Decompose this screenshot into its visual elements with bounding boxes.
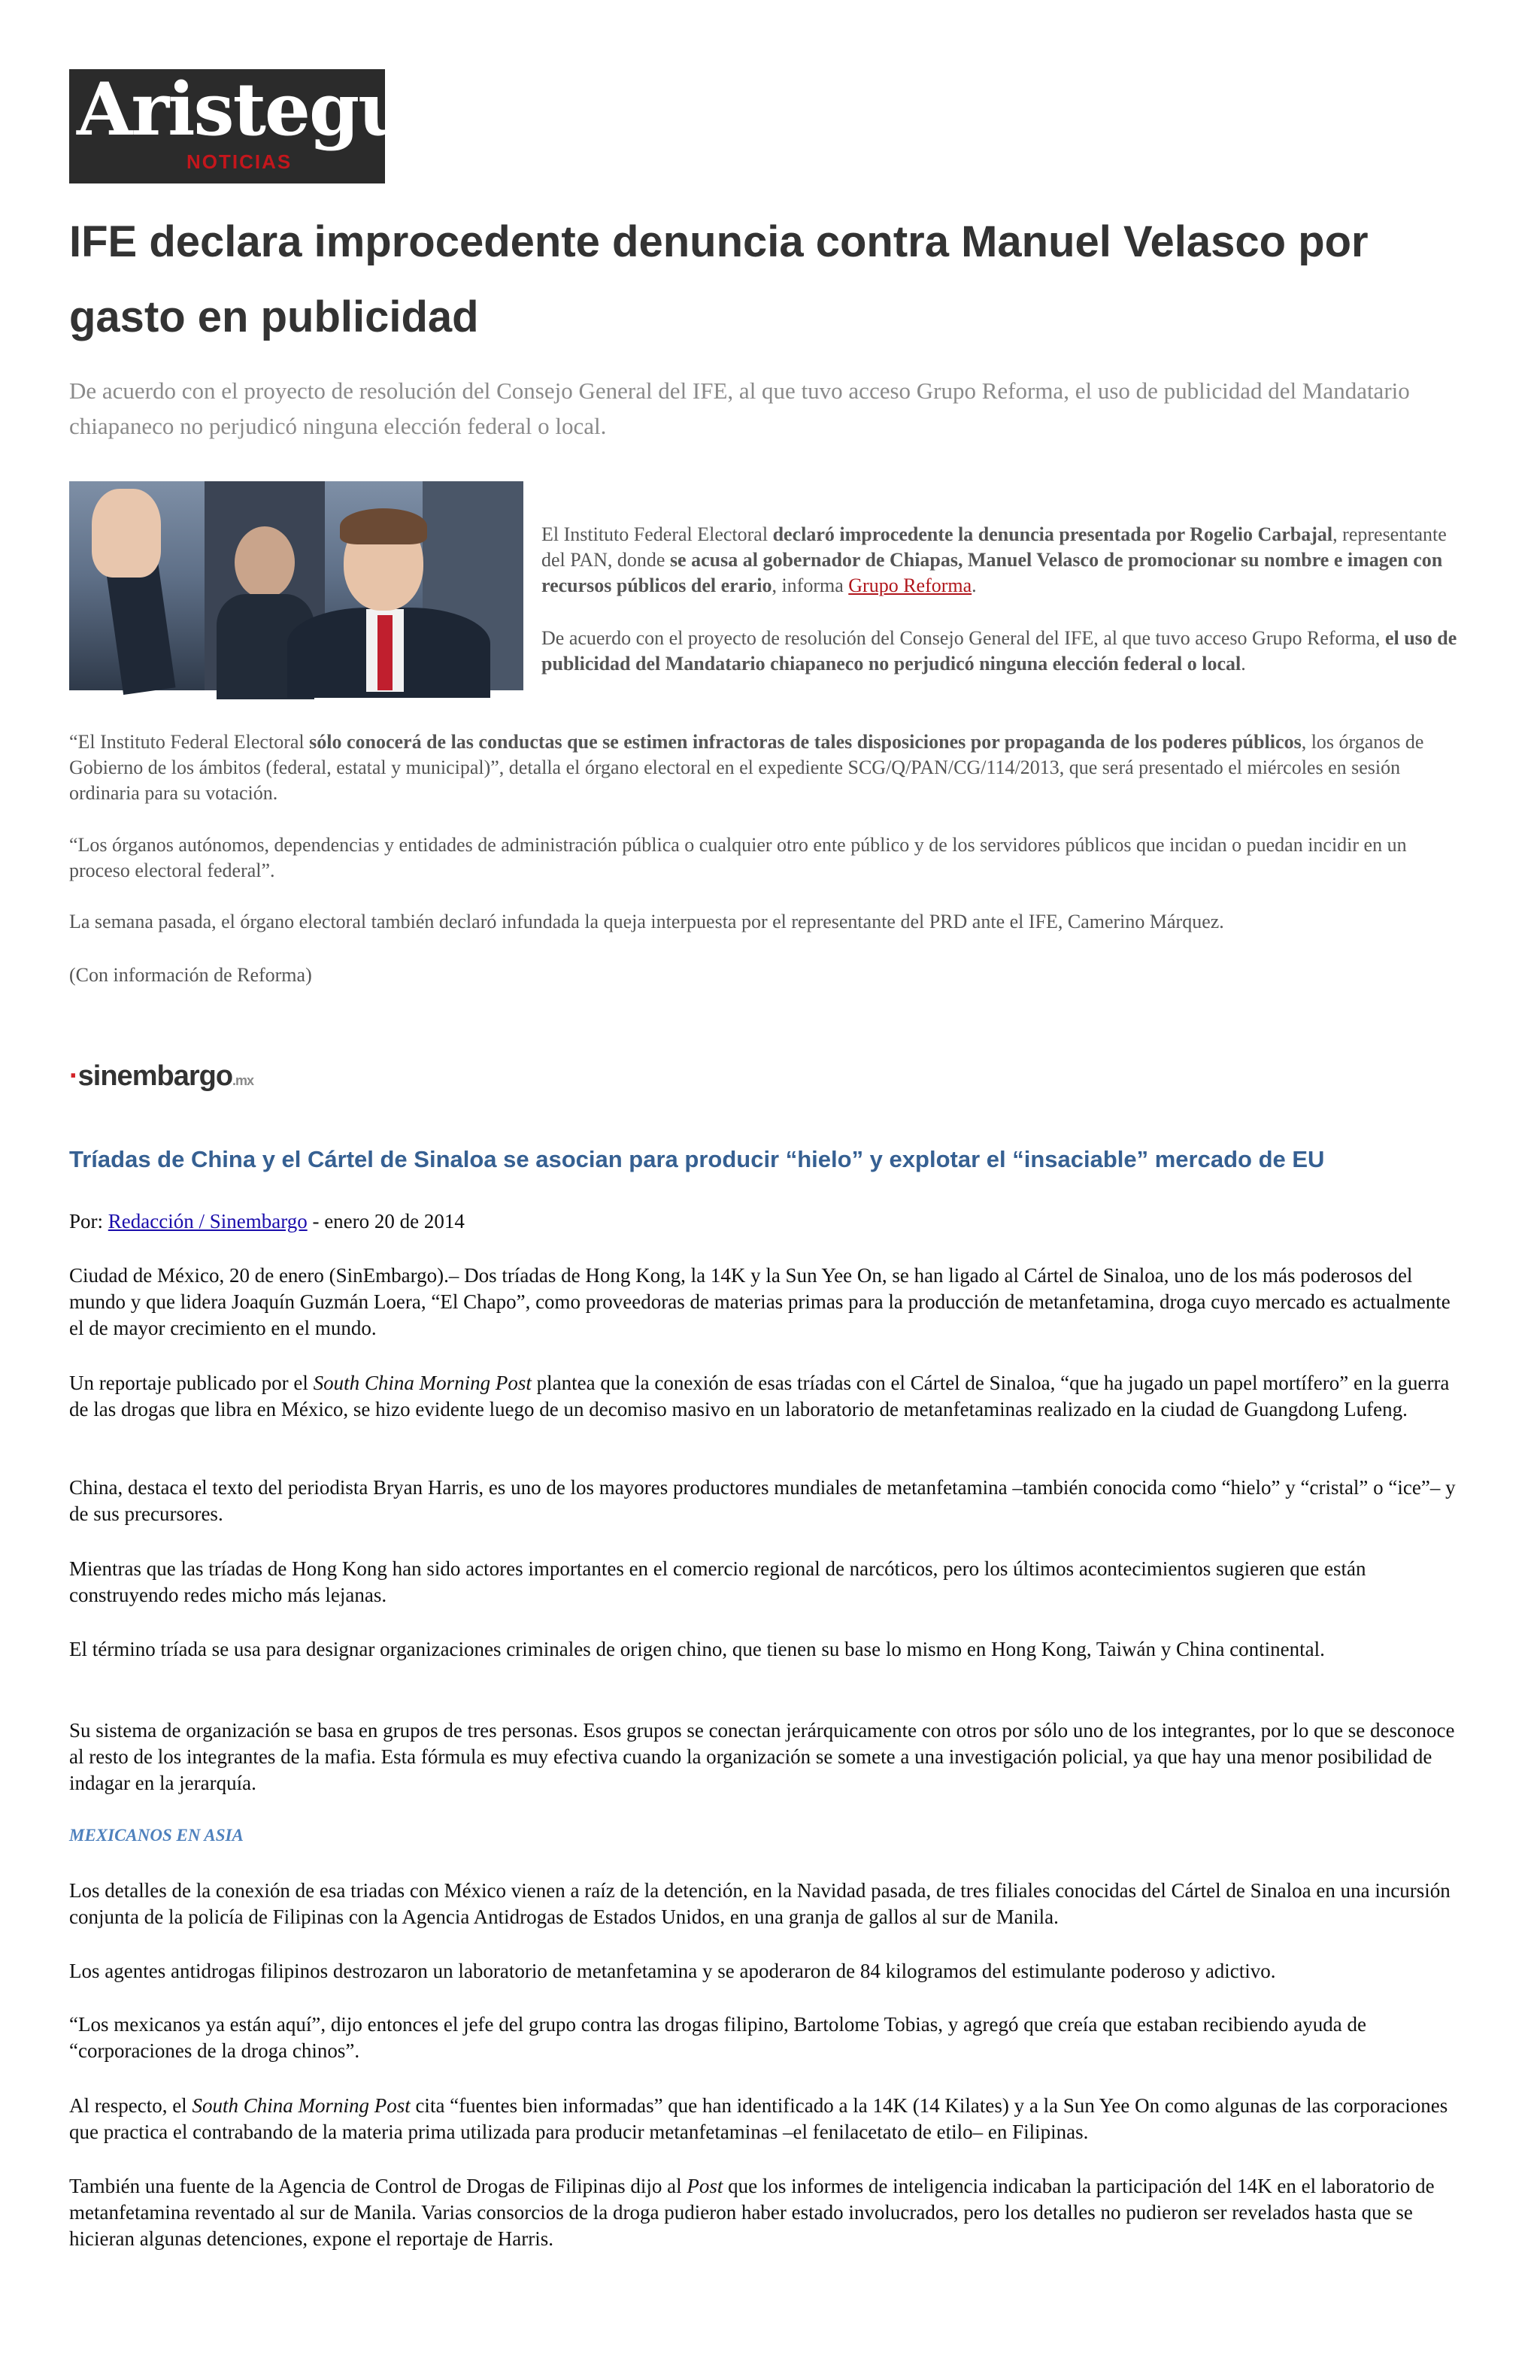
article-lead: De acuerdo con el proyecto de resolución del Consejo General del IFE, al que tuvo acceso Grupo Reforma, el uso de publicidad del Mandatario chiapaneco no perjudicó ninguna elección federal o local. bbox=[69, 377, 1410, 439]
article2-paragraph-2: Un reportaje publicado por el South China Morning Post plantea que la conexión de esas tríadas con el Cártel de Sinaloa, “que ha jugado un papel mortífero” en la guerra de las drogas que libra en México, se hizo evidente luego de un decomiso masivo en un laboratorio de metanfetaminas realizado en la ciudad de Guangdong Lufeng. bbox=[69, 1372, 1450, 1420]
article1-paragraph-1: El Instituto Federal Electoral declaró improcedente la denuncia presentada por Rogelio Carbajal, representante del PAN, donde se acusa al gobernador de Chiapas, Manuel Velasco de promocionar su nombre e imagen con recursos públicos del erario, informa Grupo Reforma. bbox=[541, 523, 1447, 596]
logo-name: Aristegui bbox=[77, 67, 435, 152]
article1-paragraph-4: “Los órganos autónomos, dependencias y entidades de administración pública o cualquier otro ente público y de los servidores públicos que incidan o puedan incidir en un proceso electoral federal”. bbox=[69, 834, 1407, 881]
article1-paragraph-2: De acuerdo con el proyecto de resolución del Consejo General del IFE, al que tuvo acceso Grupo Reforma, el uso de publicidad del Mandatario chiapaneco no perjudicó ninguna elección federal o local. bbox=[541, 627, 1457, 675]
article2-paragraph-3: China, destaca el texto del periodista Bryan Harris, es uno de los mayores productores mundiales de metanfetamina –también conocida como “hielo” y “cristal” o “ice”– y de sus precursores. bbox=[69, 1476, 1456, 1525]
section-heading: MEXICANOS EN ASIA bbox=[69, 1826, 244, 1845]
article2-byline: Por: Redacción / Sinembargo - enero 20 de 2014 bbox=[69, 1210, 465, 1232]
article2-headline: Tríadas de China y el Cártel de Sinaloa se asocian para producir “hielo” y explotar el “insaciable” mercado de EU bbox=[69, 1146, 1325, 1172]
sinembargo-logo: ·sinembargo.mx bbox=[69, 1060, 254, 1092]
article2-paragraph-1: Ciudad de México, 20 de enero (SinEmbargo).– Dos tríadas de Hong Kong, la 14K y la Sun Yee On, se han ligado al Cártel de Sinaloa, uno de los más poderosos del mundo y que lidera Joaquín Guzmán Loera, “El Chapo”, como proveedoras de materias primas para la producción de metanfetamina, droga cuyo mercado es actualmente el de mayor crecimiento en el mundo. bbox=[69, 1264, 1451, 1339]
article1-paragraph-6: (Con información de Reforma) bbox=[69, 964, 312, 986]
article2-paragraph-9: “Los mexicanos ya están aquí”, dijo entonces el jefe del grupo contra las drogas filipino, Bartolome Tobias, y agregó que creía que estaban recibiendo ayuda de “corporaciones de la droga chinos”. bbox=[69, 2013, 1367, 2062]
article2-paragraph-11: También una fuente de la Agencia de Control de Drogas de Filipinas dijo al Post que los informes de inteligencia indicaban la participación del 14K en el laboratorio de metanfetamina reventado al sur de Manila. Varias consorcios de la droga pudieron haber estado involucrados, pero los detalles no pudieron ser revelados hasta que se hicieran algunas detenciones, expone el reportaje de Harris. bbox=[69, 2175, 1435, 2250]
author-link[interactable]: Redacción / Sinembargo bbox=[108, 1210, 308, 1232]
article-photo bbox=[69, 481, 523, 690]
article1-paragraph-5: La semana pasada, el órgano electoral también declaró infundada la queja interpuesta por el representante del PRD ante el IFE, Camerino Márquez. bbox=[69, 911, 1224, 932]
logo-sub: NOTICIAS bbox=[186, 150, 293, 173]
grupo-reforma-link[interactable]: Grupo Reforma bbox=[848, 575, 972, 596]
article2-paragraph-5: El término tríada se usa para designar organizaciones criminales de origen chino, que tienen su base lo mismo en Hong Kong, Taiwán y China continental. bbox=[69, 1638, 1325, 1660]
article2-paragraph-7: Los detalles de la conexión de esa triadas con México vienen a raíz de la detención, en la Navidad pasada, de tres filiales conocidas del Cártel de Sinaloa en una incursión conjunta de la policía de Filipinas con la Agencia Antidrogas de Estados Unidos, en una granja de gallos al sur de Manila. bbox=[69, 1879, 1451, 1928]
article-headline: IFE declara improcedente denuncia contra Manuel Velasco por gasto en publicidad bbox=[69, 217, 1369, 341]
article2-paragraph-6: Su sistema de organización se basa en grupos de tres personas. Esos grupos se conectan jerárquicamente con otros por sólo uno de los integrantes, por lo que se desconoce al resto de los integrantes de la mafia. Esta fórmula es muy efectiva cuando la organización se somete a una investigación policial, ya que hay una menor posibilidad de indagar en la jerarquía. bbox=[69, 1719, 1455, 1794]
article1-paragraph-3: “El Instituto Federal Electoral sólo conocerá de las conductas que se estimen infractoras de tales disposiciones por propaganda de los poderes públicos, los órganos de Gobierno de los ámbitos (federal, estatal y municipal)”, detalla el órgano electoral en el expediente SCG/Q/PAN/CG/114/2013, que será presentado el miércoles en sesión ordinaria para su votación. bbox=[69, 731, 1424, 804]
article2-paragraph-10: Al respecto, el South China Morning Post cita “fuentes bien informadas” que han identificado a la 14K (14 Kilates) y a la Sun Yee On como algunas de las corporaciones que practica el contrabando de la materia prima utilizada para producir metanfetaminas –el fenilacetato de etilo– en Filipinas. bbox=[69, 2094, 1448, 2143]
article2-paragraph-4: Mientras que las tríadas de Hong Kong han sido actores importantes en el comercio regional de narcóticos, pero los últimos acontecimientos sugieren que están construyendo redes micho más lejanas. bbox=[69, 1557, 1366, 1606]
aristegui-logo bbox=[69, 67, 435, 183]
article2-paragraph-8: Los agentes antidrogas filipinos destrozaron un laboratorio de metanfetamina y se apoderaron de 84 kilogramos del estimulante poderoso y adictivo. bbox=[69, 1960, 1276, 1982]
